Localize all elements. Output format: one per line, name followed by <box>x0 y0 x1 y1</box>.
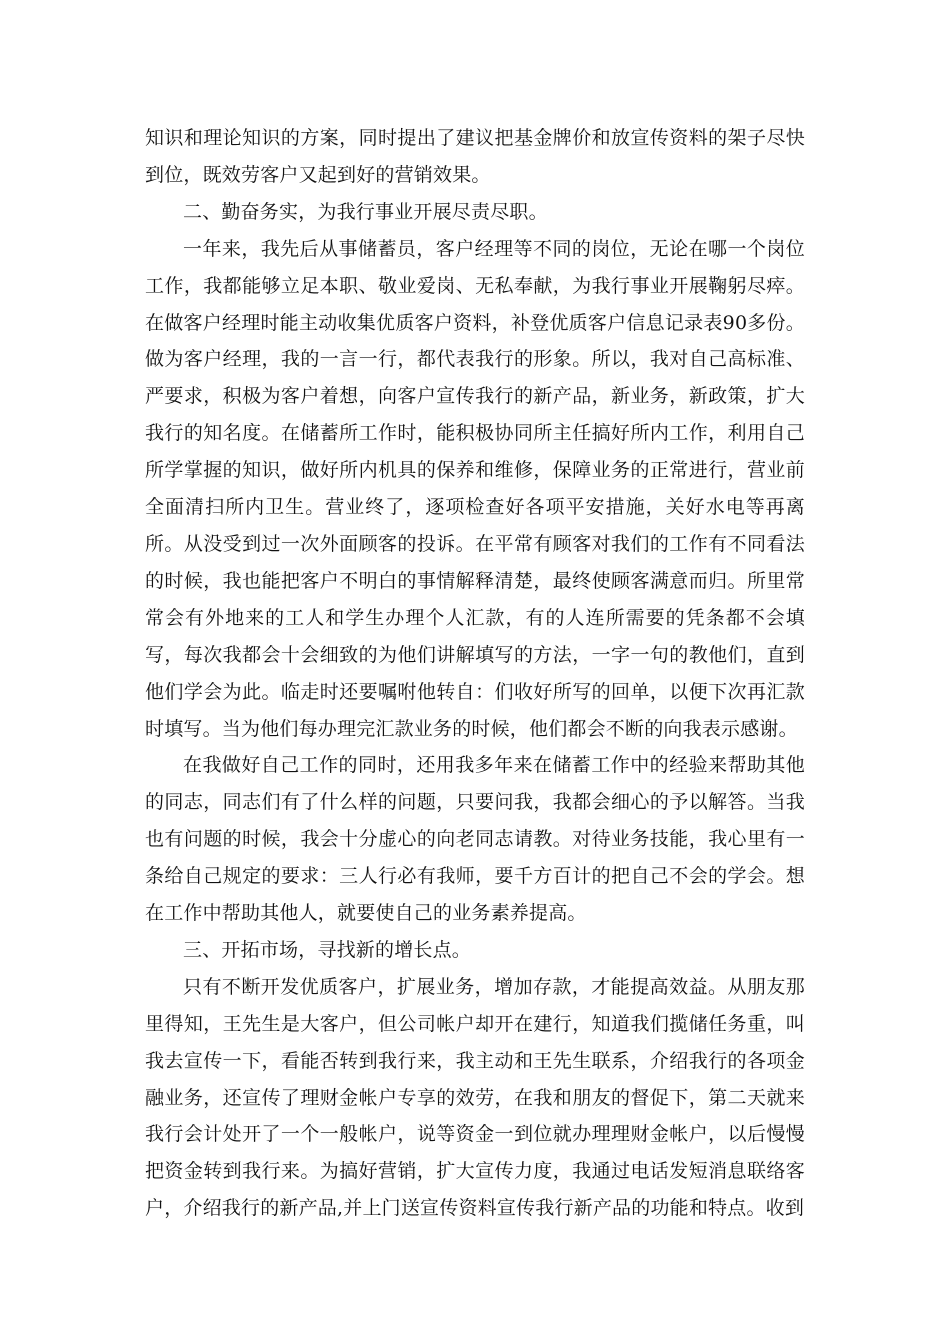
paragraph-helping-colleagues: 在我做好自己工作的同时，还用我多年来在储蓄工作中的经验来帮助其他的同志，同志们有了什么样的问题，只要问我，我都会细心的予以解答。当我也有问题的时候，我会十分虚心的向老同志请教。对待业务技能，我心里有一条给自己规定的要求：三人行必有我师，要千方百计的把自己不会的学会。想在工作中帮助其他人，就要使自己的业务素养提高。 <box>145 754 805 925</box>
paragraph-work-record: 一年来，我先后从事储蓄员，客户经理等不同的岗位，无论在哪一个岗位工作，我都能够立足本职、敬业爱岗、无私奉献，为我行事业开展鞠躬尽瘁。在做客户经理时能主动收集优质客户资料，补登优质客户信息记录表90多份。做为客户经理，我的一言一行，都代表我行的形象。所以，我对自己高标准、严要求，积极为客户着想，向客户宣传我行的新产品，新业务，新政策，扩大我行的知名度。在储蓄所工作时，能积极协同所主任搞好所内工作，利用自己所学掌握的知识，做好所内机具的保养和维修，保障业务的正常进行，营业前全面清扫所内卫生。营业终了，逐项检查好各项平安措施，关好水电等再离所。从没受到过一次外面顾客的投诉。在平常有顾客对我们的工作有不同看法的时候，我也能把客户不明白的事情解释清楚，最终使顾客满意而归。所里常常会有外地来的工人和学生办理个人汇款，有的人连所需要的凭条都不会填写，每次我都会十会细致的为他们讲解填写的方法，一字一句的教他们，直到他们学会为此。临走时还要嘱咐他转自：们收好所写的回单，以便下次再汇款时填写。当为他们每办理完汇款业务的时候，他们都会不断的向我表示感谢。 <box>145 237 805 740</box>
section-heading-2: 二、勤奋务实，为我行事业开展尽责尽职。 <box>183 200 548 223</box>
paragraph-market-expansion: 只有不断开发优质客户，扩展业务，增加存款，才能提高效益。从朋友那里得知，王先生是大客户，但公司帐户却开在建行，知道我们揽储任务重，叫我去宣传一下，看能否转到我行来，我主动和王先生联系，介绍我行的各项金融业务，还宣传了理财金帐户专享的效劳，在我和朋友的督促下，第二天就来我行会计处开了一个一般帐户，说等资金一到位就办理理财金帐户，以后慢慢把资金转到我行来。为搞好营销，扩大宣传力度，我通过电话发短消息联络客户，介绍我行的新产品,并上门送宣传资料宣传我行新产品的功能和特点。收到 <box>145 975 805 1220</box>
document-body <box>145 120 805 1227</box>
section-heading-3: 三、开拓市场，寻找新的增长点。 <box>183 938 472 961</box>
paragraph-continued: 知识和理论知识的方案，同时提出了建议把基金牌价和放宣传资料的架子尽快到位，既效劳客户又起到好的营销效果。 <box>145 127 805 186</box>
